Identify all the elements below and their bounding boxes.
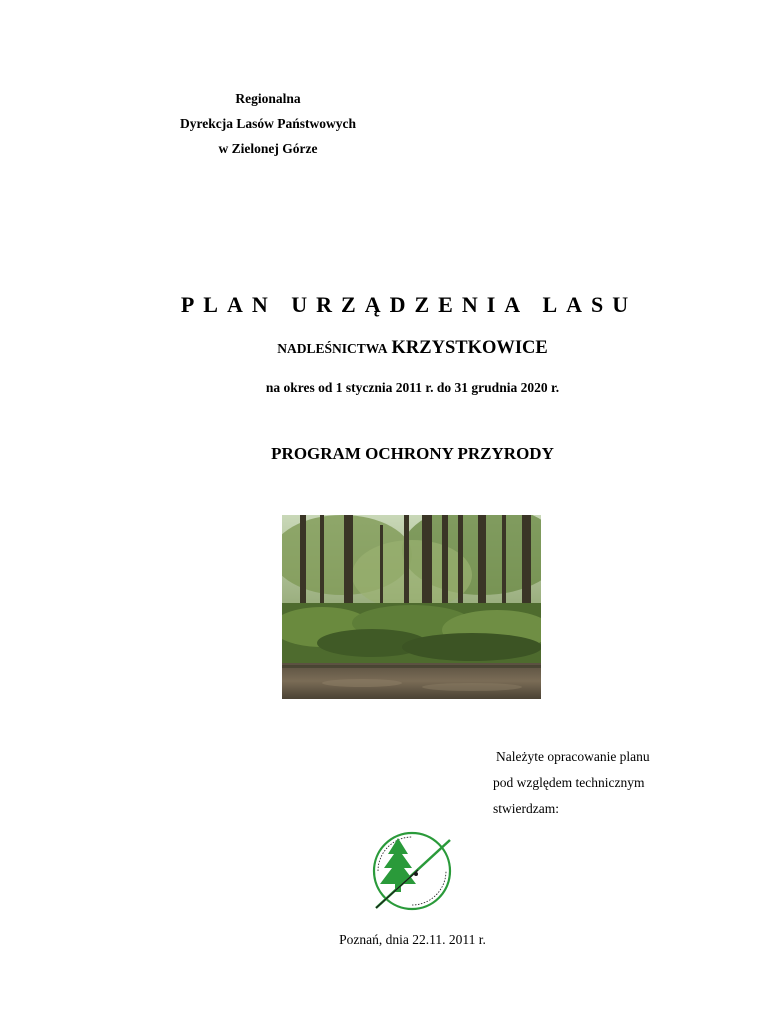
- issuer-line-2: Dyrekcja Lasów Państwowych: [180, 116, 356, 131]
- issuer-header: [160, 86, 376, 161]
- issuer-line-1: Regionalna: [235, 91, 301, 106]
- district-prefix: NADLEŚNICTWA: [277, 341, 388, 356]
- document-title: PLAN URZĄDZENIA LASU: [180, 292, 638, 317]
- validity-period: na okres od 1 stycznia 2011 r. do 31 grudnia 2020 r.: [265, 380, 560, 395]
- district-name: KRZYSTKOWICE: [391, 338, 548, 358]
- approval-note: [493, 744, 650, 822]
- office-stamp-logo: [358, 828, 466, 914]
- approval-line-3: stwierdzam:: [493, 801, 559, 816]
- district-line: [0, 338, 768, 359]
- place-and-date: Poznań, dnia 22.11. 2011 r.: [339, 932, 486, 947]
- forest-photo-graphic: [282, 515, 541, 699]
- program-title: PROGRAM OCHRONY PRZYRODY: [271, 444, 554, 463]
- approval-line-1: Należyte opracowanie planu: [496, 749, 650, 764]
- approval-line-2: pod względem technicznym: [493, 775, 645, 790]
- forest-photo: [282, 515, 541, 699]
- issuer-line-3: w Zielonej Górze: [218, 141, 318, 156]
- stamp-graphic: [358, 828, 466, 914]
